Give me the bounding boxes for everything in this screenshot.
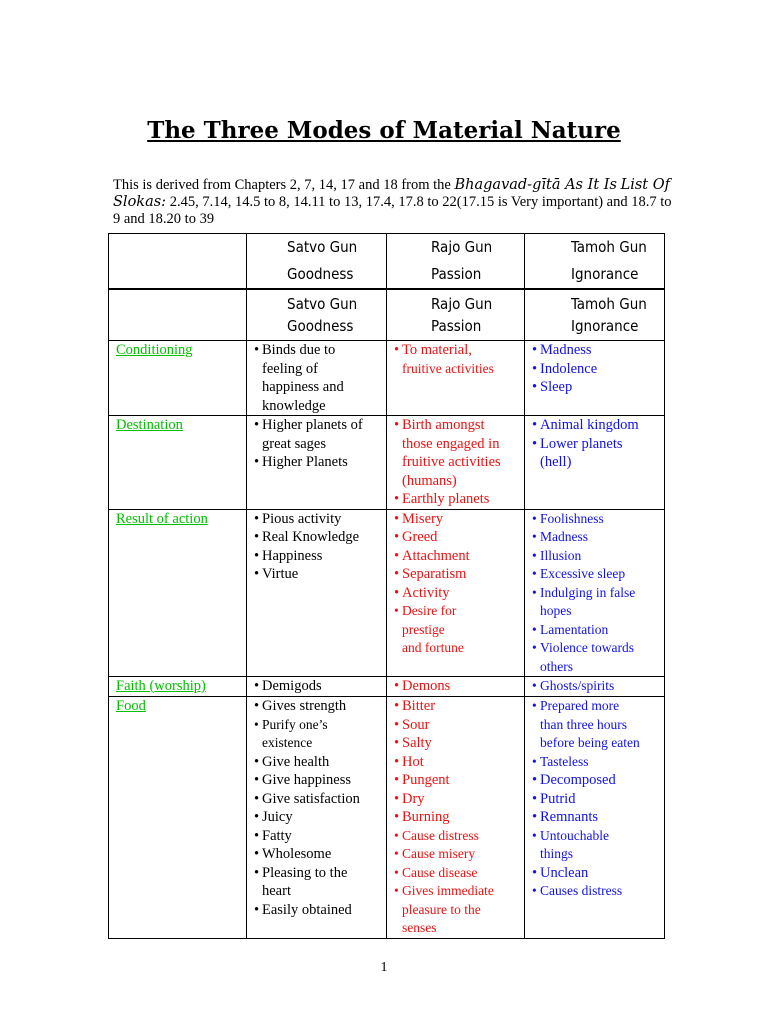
cell-passion [387,341,525,416]
list-item: • To material, fruitive activities [394,341,524,378]
list-item: • Misery [394,510,524,529]
document-title: The Three Modes of Material Nature [147,117,621,144]
list-item: • Demons [394,677,524,696]
book-title: Bhagavad-gītā As It Is [454,177,617,193]
cell-ignorance [525,697,665,939]
list-item: • Desire for prestige and fortune [394,602,524,658]
list-item: • Indulging in false hopes [532,584,664,621]
slokas-list: 2.45, 7.14, 14.5 to 8, 14.11 to 13, 17.4, 17.8 to 22(17.15 is Very important) and 18.7 to 9 and 18.20 to 39 [113,194,672,227]
list-item: • Lower planets (hell) [532,435,645,472]
list-item: • Tasteless [532,753,664,772]
list-item: • Bitter [394,697,524,716]
header-passion: Rajo Gun Passion [387,234,525,290]
cell-passion [387,509,525,677]
list-item: • Real Knowledge [254,528,386,547]
list-item: • Activity [394,584,524,603]
list-item: • Foolishness [532,510,664,529]
header-row-2 [109,289,665,341]
list-item: • Putrid [532,790,664,809]
row-food [109,697,665,939]
list-item: • Give health [254,753,372,772]
list-item: • Lamentation [532,621,664,640]
list-item: • Excessive sleep [532,565,664,584]
list-item: • Prepared more than three hours before being eaten [532,697,640,753]
list-item: • Unclean [532,864,664,883]
row-conditioning [109,341,665,416]
cell-ignorance [525,677,665,697]
cell-passion [387,677,525,697]
category-conditioning: Conditioning [109,341,247,416]
category-destination: Destination [109,416,247,510]
cell-ignorance [525,416,665,510]
slokas-label: List Of Slokas: [113,177,670,210]
list-item: • Indolence [532,360,664,379]
header-blank-2 [109,289,247,341]
intro-text: This is derived from Chapters 2, 7, 14, 17 and 18 from the [113,177,455,193]
list-item: • Give satisfaction [254,790,372,809]
list-item: • Untouchable things [532,827,630,864]
list-item: • Causes distress [532,882,664,901]
list-item: • Higher planets of great sages [254,416,364,453]
list-item: • Pleasing to the heart [254,864,372,901]
row-destination [109,416,665,510]
row-result [109,509,665,677]
list-item: • Birth amongst those engaged in fruitive activities (humans) [394,416,517,490]
cell-goodness [247,677,387,697]
list-item: • Purify one’s existence [254,716,372,753]
header-passion-2: Rajo Gun Passion [387,289,525,341]
list-item: • Wholesome [254,845,372,864]
cell-goodness [247,416,387,510]
header-ignorance-2: Tamoh Gun Ignorance [525,289,665,341]
list-item: • Gives immediate pleasure to the senses [394,882,512,938]
list-item: • Happiness [254,547,386,566]
category-faith: Faith (worship) [109,677,247,697]
list-item: • Illusion [532,547,664,566]
list-item: • Hot [394,753,524,772]
list-item: • Sour [394,716,524,735]
list-item: • Violence towards others [532,639,664,676]
header-goodness: Satvo Gun Goodness [247,234,387,290]
header-goodness-2: Satvo Gun Goodness [247,289,387,341]
intro-paragraph [113,177,673,228]
cell-ignorance [525,509,665,677]
header-blank [109,234,247,290]
list-item: • Juicy [254,808,372,827]
list-item: • Demigods [254,677,386,696]
list-item: • Madness [532,528,664,547]
list-item: • Gives strength [254,697,372,716]
list-item: • Easily obtained [254,901,372,920]
list-item: • Earthly planets [394,490,524,509]
list-item: • Cause distress [394,827,524,846]
list-item: • Higher Planets [254,453,364,472]
cell-passion [387,416,525,510]
list-item: • Animal kingdom [532,416,664,435]
list-item: • Cause misery [394,845,524,864]
list-item: • Cause disease [394,864,524,883]
row-faith [109,677,665,697]
cell-passion [387,697,525,939]
page-number: 1 [380,960,388,975]
list-item: • Fatty [254,827,372,846]
list-item: • Dry [394,790,524,809]
list-item: • Ghosts/spirits [532,677,664,696]
list-item: • Pious activity [254,510,386,529]
list-item: • Madness [532,341,664,360]
list-item: • Burning [394,808,524,827]
list-item: • Attachment [394,547,524,566]
list-item: • Sleep [532,378,664,397]
cell-goodness [247,341,387,416]
cell-goodness [247,697,387,939]
header-ignorance: Tamoh Gun Ignorance [525,234,665,290]
header-row-1 [109,234,665,290]
list-item: • Decomposed [532,771,664,790]
list-item: • Virtue [254,565,386,584]
category-result: Result of action [109,509,247,677]
list-item: • Binds due to feeling of happiness and knowledge [254,341,359,415]
list-item: • Pungent [394,771,524,790]
list-item: • Give happiness [254,771,372,790]
list-item: • Separatism [394,565,524,584]
cell-goodness [247,509,387,677]
category-food: Food [109,697,247,939]
modes-table [108,233,665,939]
list-item: • Salty [394,734,524,753]
list-item: • Greed [394,528,524,547]
cell-ignorance [525,341,665,416]
list-item: • Remnants [532,808,664,827]
